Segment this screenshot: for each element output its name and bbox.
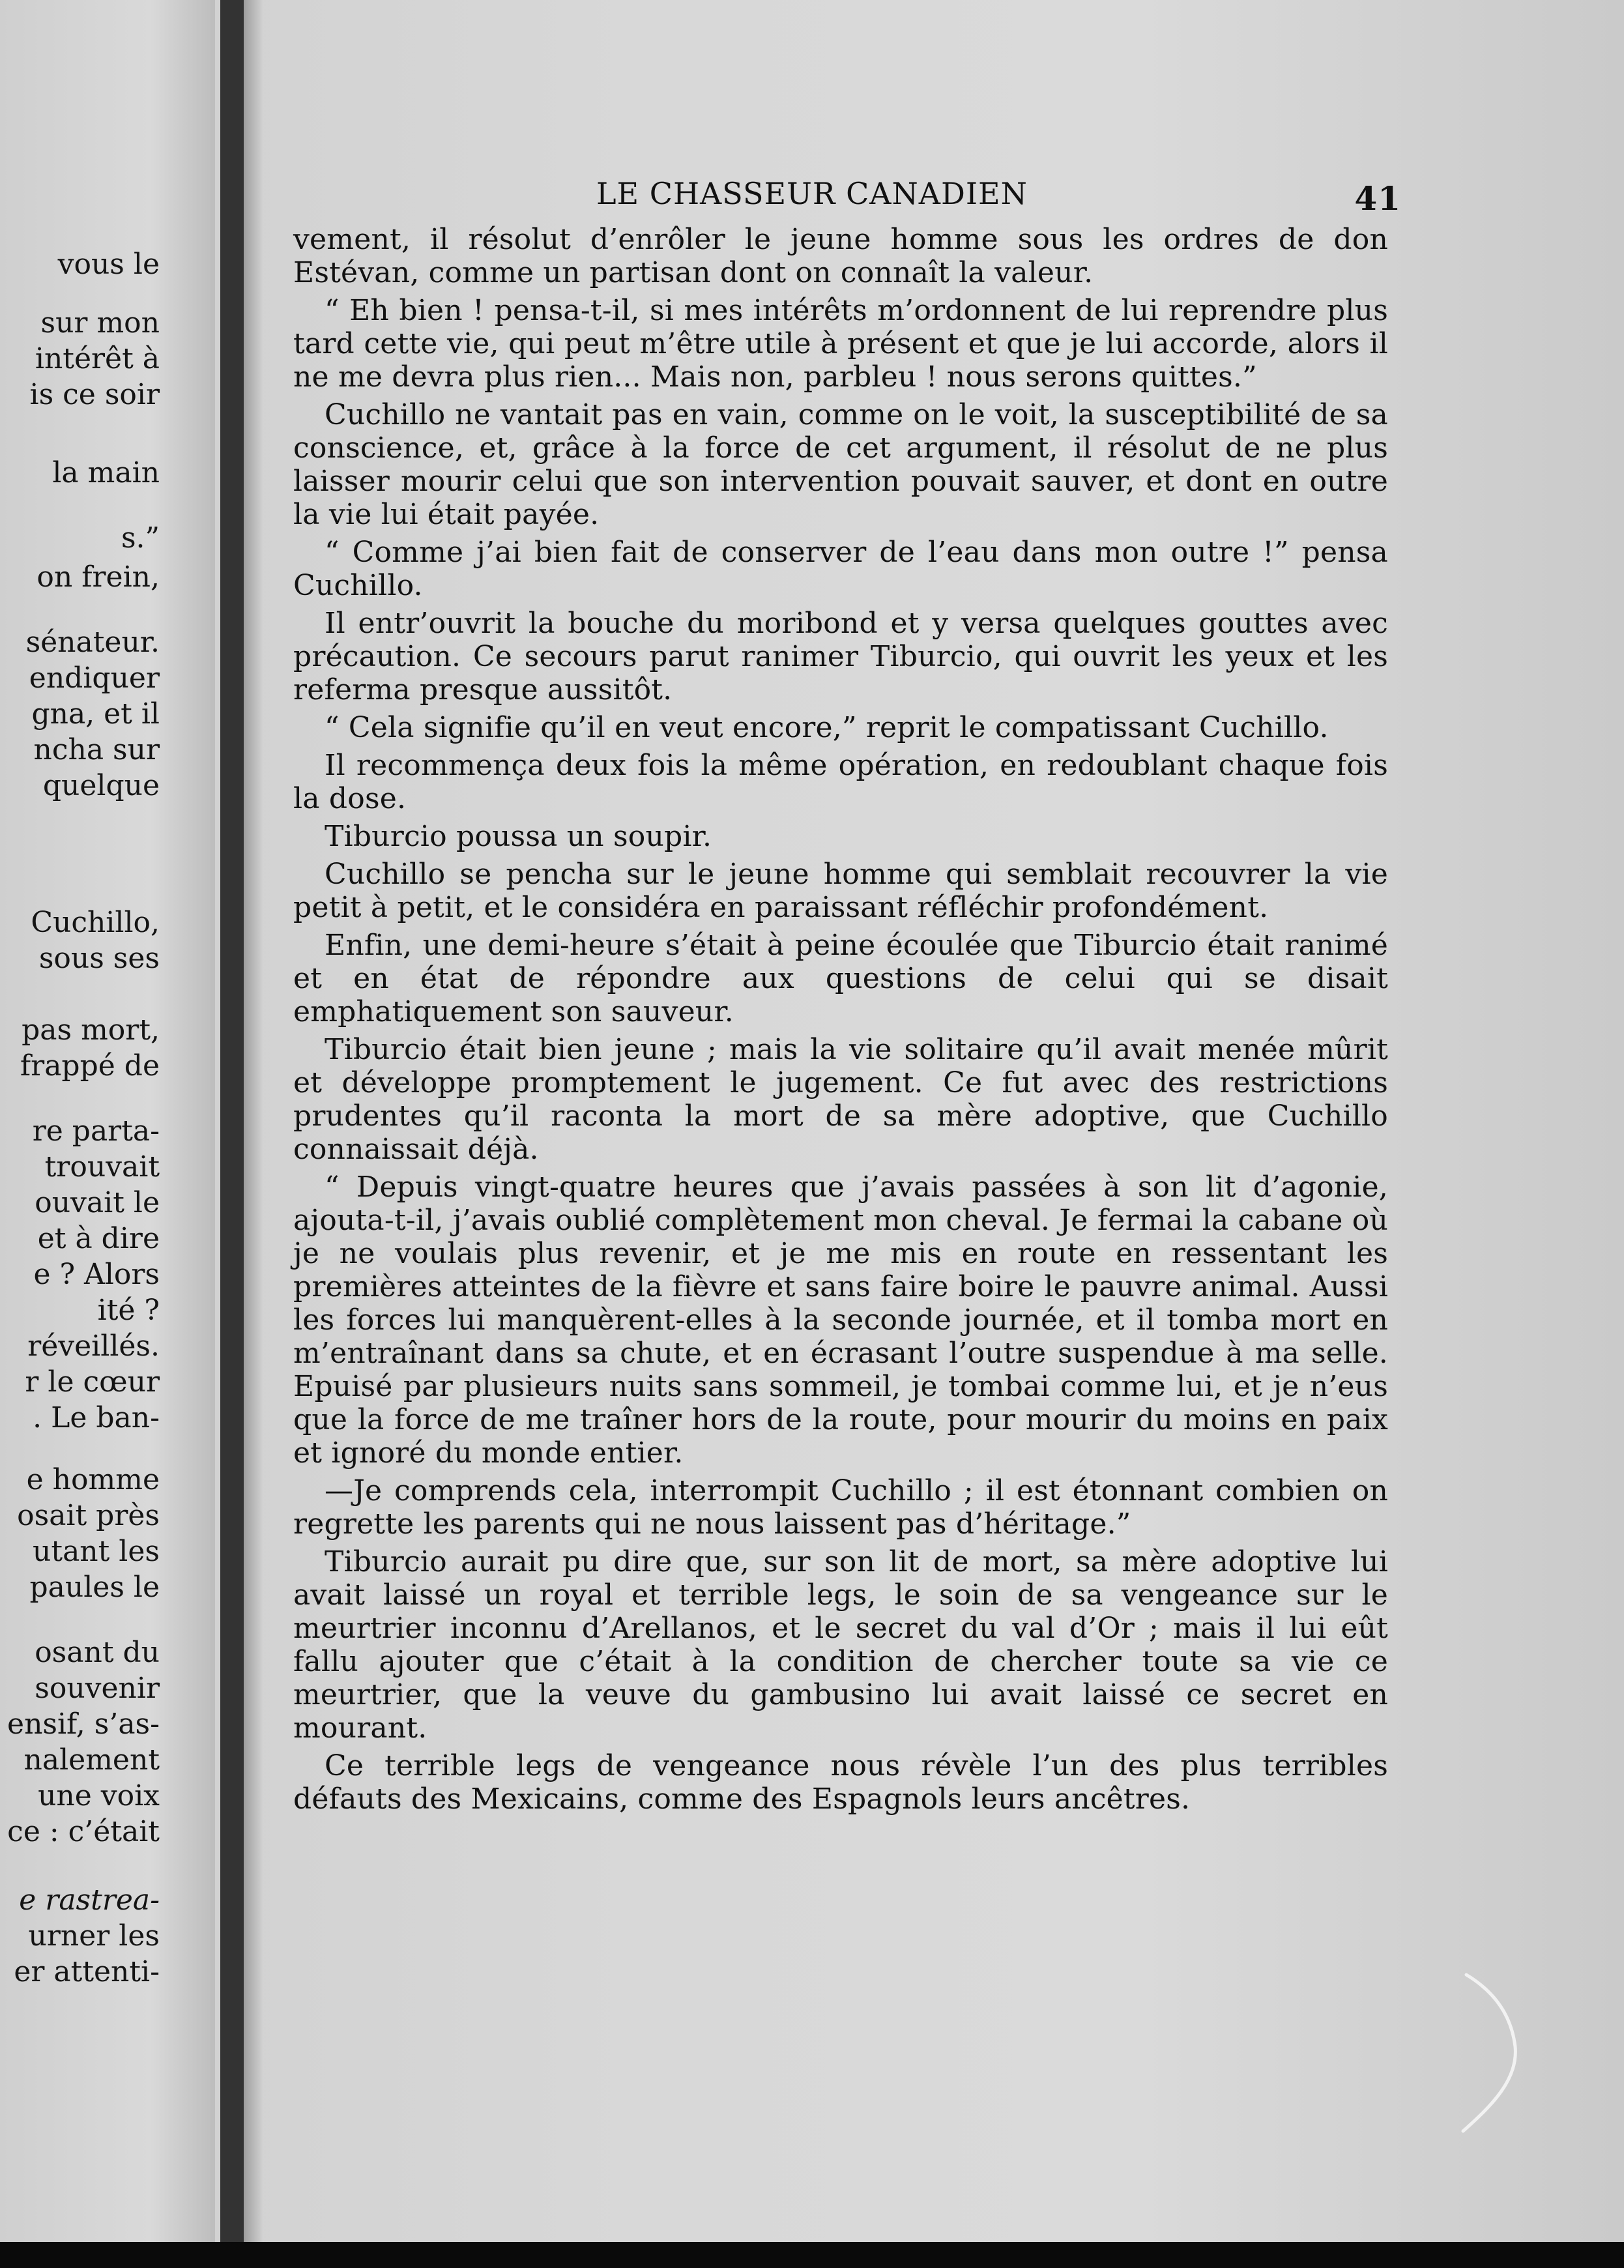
facing-page-line: paules le — [29, 1571, 160, 1604]
facing-page-line: on frein, — [36, 560, 160, 594]
paragraph: Tiburcio aurait pu dire que, sur son lit de mort, sa mère adoptive lui avait laissé un royal et terrible legs, le soin de sa vengeance sur le meurtrier inconnu d’Arellanos, et le secret du val d’Or ; mais il lui eût fallu ajouter que c’était à la condition de chercher toute sa vie ce meurtrier, que la veuve du gambusino lui avait laissé ce secret en mourant. — [293, 1545, 1388, 1745]
facing-page-line: e homme — [26, 1463, 160, 1496]
book-gutter — [220, 0, 244, 2268]
paragraph: Tiburcio était bien jeune ; mais la vie solitaire qu’il avait menée mûrit et développe promptement le jugement. Ce fut avec des restrictions prudentes qu’il raconta la mort de sa mère adoptive, que Cuchillo connaissait déjà. — [293, 1033, 1388, 1166]
facing-page-line: sénateur. — [25, 626, 160, 659]
page — [293, 176, 1401, 1820]
paragraph: Cuchillo ne vantait pas en vain, comme on le voit, la susceptibilité de sa conscience, et, grâce à la force de cet argument, il résolut de ne plus laisser mourir celui que son intervention pouvait sauver, et dont en outre la vie lui était payée. — [293, 398, 1388, 531]
pencil-mark — [1453, 1968, 1531, 2138]
facing-page-line: gna, et il — [31, 697, 160, 731]
paragraph: vement, il résolut d’enrôler le jeune homme sous les ordres de don Estévan, comme un partisan dont on connaît la valeur. — [293, 223, 1388, 289]
facing-page-line: et à dire — [37, 1222, 160, 1255]
facing-page-line: frappé de — [20, 1049, 160, 1083]
facing-page-line: ité ? — [97, 1294, 160, 1327]
facing-page-line: e ? Alors — [33, 1258, 160, 1291]
running-head — [293, 176, 1401, 222]
facing-page-line: réveillés. — [27, 1330, 160, 1363]
page-number: 41 — [1354, 179, 1401, 218]
facing-page-line: utant les — [33, 1535, 160, 1568]
body-text — [293, 223, 1388, 1816]
facing-page-line: osant du — [35, 1636, 160, 1669]
facing-page-line: sous ses — [38, 942, 160, 975]
paragraph: Tiburcio poussa un soupir. — [325, 820, 712, 853]
facing-page-line: ensif, s’as- — [7, 1708, 160, 1741]
facing-page-line: quelque — [42, 769, 160, 802]
facing-page-line: intérêt à — [35, 342, 160, 375]
facing-page-line: nalement — [23, 1743, 160, 1777]
facing-page-line: ouvait le — [35, 1186, 160, 1219]
facing-page-line: vous le — [57, 248, 160, 281]
paragraph: “ Cela signifie qu’il en veut encore,” reprit le compatissant Cuchillo. — [325, 711, 1329, 744]
facing-page-line: souvenir — [35, 1672, 160, 1705]
paragraph: “ Comme j’ai bien fait de conserver de l’eau dans mon outre !” pensa Cuchillo. — [293, 536, 1388, 602]
scan-border — [0, 2242, 1624, 2268]
paragraph: Il entr’ouvrit la bouche du moribond et y versa quelques gouttes avec précaution. Ce secours parut ranimer Tiburcio, qui ouvrit les yeux et les referma presque aussitôt. — [293, 607, 1388, 706]
paragraph: “ Depuis vingt-quatre heures que j’avais passées à son lit d’agonie, ajouta-t-il, j’avais oublié complètement mon cheval. Je fermai la cabane où je ne voulais plus revenir, et je me mis en route en ressentant les premières atteintes de la fièvre et sans faire boire le pauvre animal. Aussi les forces lui manquèrent-elles à la seconde journée, et il tomba mort en m’entraînant dans sa chute, et en écrasant l’outre suspendue à ma selle. Epuisé par plusieurs nuits sans sommeil, je tombai comme lui, et je n’eus que la force de me traîner hors de la route, pour mourir du moins en paix et ignoré du monde entier. — [293, 1170, 1388, 1470]
facing-page-line: Cuchillo, — [31, 906, 160, 939]
facing-page-edge — [0, 0, 215, 2268]
facing-page-line: ce : c’était — [7, 1815, 160, 1848]
facing-page-line: sur mon — [40, 306, 160, 340]
facing-page-line: trouvait — [44, 1150, 160, 1184]
facing-page-line: endiquer — [29, 662, 160, 695]
facing-page-line: is ce soir — [29, 378, 160, 411]
paragraph: —Je comprends cela, interrompit Cuchillo ; il est étonnant combien on regrette les parents qui ne nous laissent pas d’héritage.” — [293, 1474, 1388, 1541]
facing-page-line: e rastrea- — [19, 1883, 160, 1917]
running-title: LE CHASSEUR CANADIEN — [596, 176, 1028, 211]
paragraph: Cuchillo se pencha sur le jeune homme qui semblait recouvrer la vie petit à petit, et le considéra en paraissant réfléchir profondément. — [293, 858, 1388, 924]
facing-page-line: osait près — [17, 1499, 160, 1532]
paragraph: “ Eh bien ! pensa-t-il, si mes intérêts m’ordonnent de lui reprendre plus tard cette vie, qui peut m’être utile à présent et que je lui accorde, alors il ne me devra plus rien... Mais non, parbleu ! nous serons quittes.” — [293, 294, 1388, 394]
facing-page-line: . Le ban- — [33, 1401, 160, 1434]
facing-page-line: re parta- — [32, 1114, 160, 1148]
gutter-shadow — [244, 0, 263, 2268]
paragraph: Enfin, une demi-heure s’était à peine écoulée que Tiburcio était ranimé et en état de répondre aux questions de celui qui se disait emphatiquement son sauveur. — [293, 929, 1388, 1028]
facing-page-line: er attenti- — [14, 1955, 160, 1988]
facing-page-line: urner les — [28, 1919, 160, 1953]
paragraph: Il recommença deux fois la même opération, en redoublant chaque fois la dose. — [293, 749, 1388, 815]
paragraph: Ce terrible legs de vengeance nous révèle l’un des plus terribles défauts des Mexicains, comme des Espagnols leurs ancêtres. — [293, 1749, 1388, 1816]
facing-page-line: pas mort, — [22, 1013, 160, 1047]
facing-page-line: r le cœur — [25, 1365, 160, 1399]
facing-page-line: une voix — [38, 1779, 160, 1812]
facing-page-line: s.” — [121, 521, 160, 555]
facing-page-line: ncha sur — [33, 733, 160, 766]
facing-page-line: la main — [52, 456, 160, 489]
